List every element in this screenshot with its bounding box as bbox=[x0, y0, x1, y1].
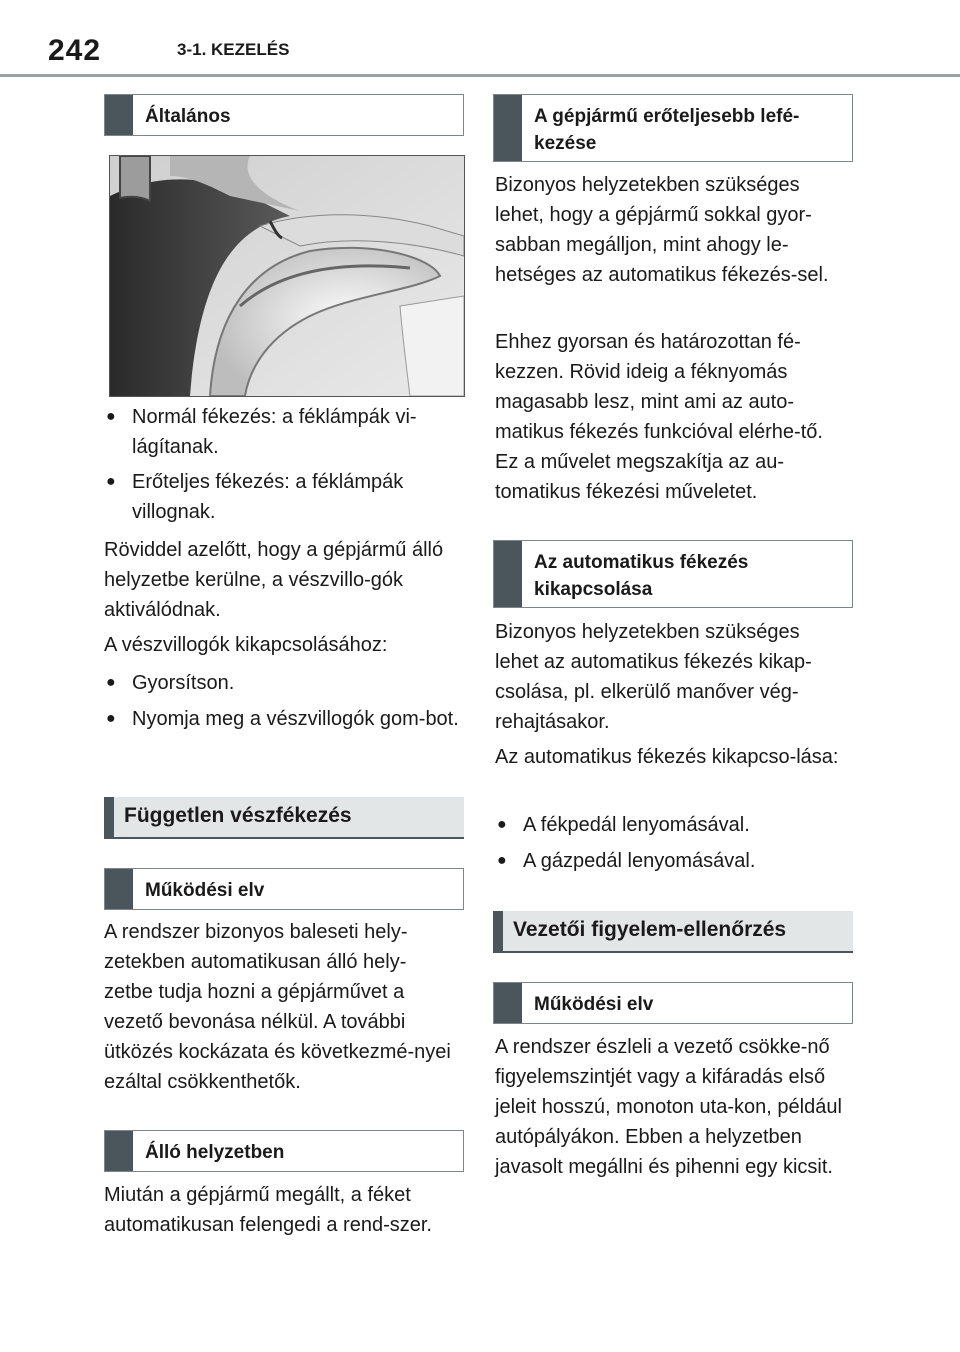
paragraph: A rendszer észleli a vezető csökke-nő figyelemszintjét vagy a kifáradás első jeleit hosszú, monoton uta-kon, például autópályákon. Ebben a helyzetben javasolt megállni és pihenni egy kicsit. bbox=[495, 1036, 842, 1178]
list-item: ● Erőteljes fékezés: a féklámpák villognak. bbox=[104, 467, 472, 527]
heading-text: Általános bbox=[145, 106, 231, 127]
paragraph: Ehhez gyorsan és határozottan fé-kezzen. Rövid ideig a féknyomás magasabb lesz, mint ami az auto-matikus fékezés funkcióval elérhe-tő. Ez a művelet megszakítja az au-tomatikus fékezési műveletet. bbox=[495, 331, 823, 503]
heading-box-allo-helyzetben bbox=[104, 1130, 464, 1172]
page-header bbox=[0, 0, 960, 80]
paragraph: Bizonyos helyzetekben szükséges lehet az automatikus fékezés kikap-csolása, pl. elkerülő manőver vég-rehajtásakor. bbox=[495, 621, 812, 733]
heading-text: Az automatikus fékezés kikapcsolása bbox=[534, 552, 749, 600]
section-title: 3-1. KEZELÉS bbox=[177, 40, 290, 59]
list-item: ● A gázpedál lenyomásával. bbox=[495, 846, 863, 876]
main-heading-vezetoi-figyelem bbox=[493, 911, 853, 953]
list-item: ● Normál fékezés: a féklámpák vi-lágítanak. bbox=[104, 402, 472, 462]
paragraph: Bizonyos helyzetekben szükséges lehet, hogy a gépjármű sokkal gyor-sabban megálljon, mint ahogy le-hetséges az automatikus fékezés-sel. bbox=[495, 174, 829, 286]
paragraph: Röviddel azelőtt, hogy a gépjármű álló helyzetbe kerülne, a vészvillo-gók aktiválódnak. bbox=[104, 539, 444, 621]
heading-text: Működési elv bbox=[534, 994, 654, 1015]
list-item: ● Gyorsítson. bbox=[104, 668, 472, 698]
heading-box-erotelj-lefekezes bbox=[493, 94, 853, 162]
heading-text: Működési elv bbox=[145, 880, 265, 901]
page-number: 242 bbox=[48, 34, 102, 67]
brake-light-illustration bbox=[109, 155, 465, 397]
main-heading-text: Független vészfékezés bbox=[124, 804, 352, 827]
rear-light-image bbox=[110, 156, 464, 396]
paragraph: Miután a gépjármű megállt, a féket automatikusan felengedi a rend-szer. bbox=[104, 1184, 432, 1236]
paragraph: A vészvillogók kikapcsolásához: bbox=[104, 634, 388, 656]
heading-text: Álló helyzetben bbox=[145, 1142, 285, 1163]
heading-box-mukodesi-elv bbox=[104, 868, 464, 910]
heading-box-kikapcsolas bbox=[493, 540, 853, 608]
main-heading-text: Vezetői figyelem-ellenőrzés bbox=[513, 918, 787, 941]
paragraph: A rendszer bizonyos baleseti hely-zetekben automatikusan álló hely-zetbe tudja hozni a gépjárművet a vezető bevonása nélkül. A további ütközés kockázata és következmé-nyei ezáltal csökkenthetők. bbox=[104, 921, 451, 1093]
main-heading-fuggetlen bbox=[104, 797, 464, 839]
heading-box-mukodesi-elv-2 bbox=[493, 982, 853, 1024]
header-divider bbox=[0, 74, 960, 77]
list-item: ● A fékpedál lenyomásával. bbox=[495, 810, 863, 840]
paragraph: Az automatikus fékezés kikapcso-lása: bbox=[495, 746, 839, 768]
heading-box-altalanos bbox=[104, 94, 464, 136]
heading-text: A gépjármű erőteljesebb lefé-kezése bbox=[534, 106, 800, 154]
list-item: ● Nyomja meg a vészvillogók gom-bot. bbox=[104, 704, 472, 734]
